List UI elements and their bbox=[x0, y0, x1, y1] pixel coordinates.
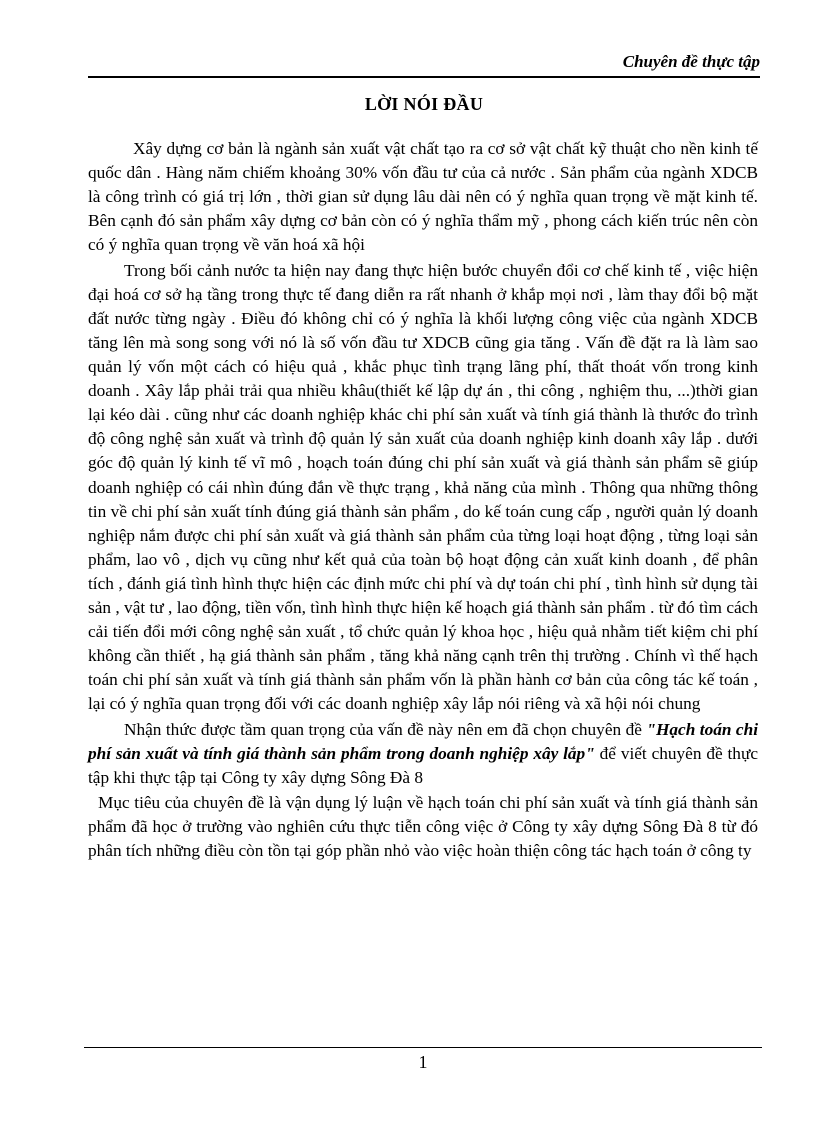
paragraph-context: Trong bối cảnh nước ta hiện nay đang thực hiện bước chuyển đổi cơ chế kinh tế , việc hiện đại hoá cơ sở hạ tầng trong thực tế đang diễn ra rất nhanh ở khắp mọi nơi , làm thay đổi bộ mặt đất nước từng ngày . Điều đó không chỉ có ý nghĩa là khối lượng công việc của ngành XDCB tăng lên mà song song với nó là số vốn đầu tư XDCB cũng gia tăng . Vấn đề đặt ra là làm sao quản lý vốn một cách có hiệu quả , khắc phục tình trạng lãng phí, thất thoát vốn trong kinh doanh . Xây lắp phải trải qua nhiều khâu(thiết kế lập dự án , thi công , nghiệm thu, ...)thời gian lại kéo dài . cũng như các doanh nghiệp khác chi phí sản xuất và tính giá thành là thước đo trình độ công nghệ sản xuất và trình độ quản lý sản xuất của doanh nghiệp kinh doanh xây lắp . dưới góc độ quản lý kinh tế vĩ mô , hoạch toán đúng chi phí sản xuất và giá thành sản phẩm sẽ giúp doanh nghiệp có cái nhìn đúng đắn về thực trạng , khả năng của mình . Thông qua những thông tin về chi phí sản xuất tính đúng giá thành sản phẩm , do kế toán cung cấp , người quản lý doanh nghiệp nắm được chi phí sản xuất và giá thành sản phẩm của từng loại hoạt động , từng loại sản phẩm, lao vô , dịch vụ cũng như kết quả của toàn bộ hoạt động cản xuất kinh doanh , để phân tích , đánh giá tình hình thực hiện các định mức chi phí và dự toán chi phí , tình hình sử dụng tài sản , vật tư , lao động, tiền vốn, tình hình thực hiện kế hoạch giá thành sản phẩm . từ đó tìm cách cải tiến đổi mới công nghệ sản xuất , tổ chức quản lý khoa học , hiệu quả nhằm tiết kiệm chi phí không cần thiết , hạ giá thành sản phẩm , tăng khả năng cạnh trên thị trường . Chính vì thế hạch toán chi phí sản xuất và tính giá thành sản phẩm vốn là phần hành cơ bản của công tác kế toán , lại có ý nghĩa quan trọng đối với các doanh nghiệp xây lắp nói riêng và xã hội nói chung bbox=[88, 260, 758, 714]
document-title: LỜI NÓI ĐẦU bbox=[364, 94, 484, 114]
topic-intro-text: Nhận thức được tầm quan trọng của vấn đề này nên em đã chọn chuyên đề bbox=[124, 719, 647, 739]
header-divider bbox=[88, 76, 760, 78]
document-body bbox=[88, 137, 758, 865]
paragraph-topic-choice bbox=[88, 718, 758, 790]
topic-outro-text: để viết chuyên đề thực tập khi thực tập tại Công ty xây dựng Sông Đà 8 bbox=[88, 743, 758, 787]
topic-title: "Hạch toán chi phí sản xuất và tính giá thành sản phẩm trong doanh nghiệp xây lắp" bbox=[88, 719, 759, 763]
page-number: 1 bbox=[418, 1052, 428, 1072]
paragraph-intro: Xây dựng cơ bản là ngành sản xuất vật chất tạo ra cơ sở vật chất kỹ thuật cho nền kinh tế quốc dân . Hàng năm chiếm khoảng 30% vốn đầu tư của cả nước . Sản phẩm của ngành XDCB là công trình có giá trị lớn , thời gian sử dụng lâu dài nên có ý nghĩa quan trọng về mặt kinh tế. Bên cạnh đó sản phẩm xây dựng cơ bản còn có ý nghĩa thẩm mỹ , phong cách kiến trúc nên còn có ý nghĩa quan trọng về văn hoá xã hội bbox=[88, 139, 758, 255]
header-title: Chuyên đề thực tập bbox=[622, 52, 760, 71]
footer-divider bbox=[84, 1047, 762, 1048]
paragraph-objective: Mục tiêu của chuyên đề là vận dụng lý luận về hạch toán chi phí sản xuất và tính giá thành sản phẩm đã học ở trường vào nghiên cứu thực tiễn công việc ở Công ty xây dựng Sông Đà 8 từ đó phân tích những điều còn tồn tại góp phần nhỏ vào việc hoàn thiện công tác hạch toán ở công ty bbox=[88, 793, 758, 861]
